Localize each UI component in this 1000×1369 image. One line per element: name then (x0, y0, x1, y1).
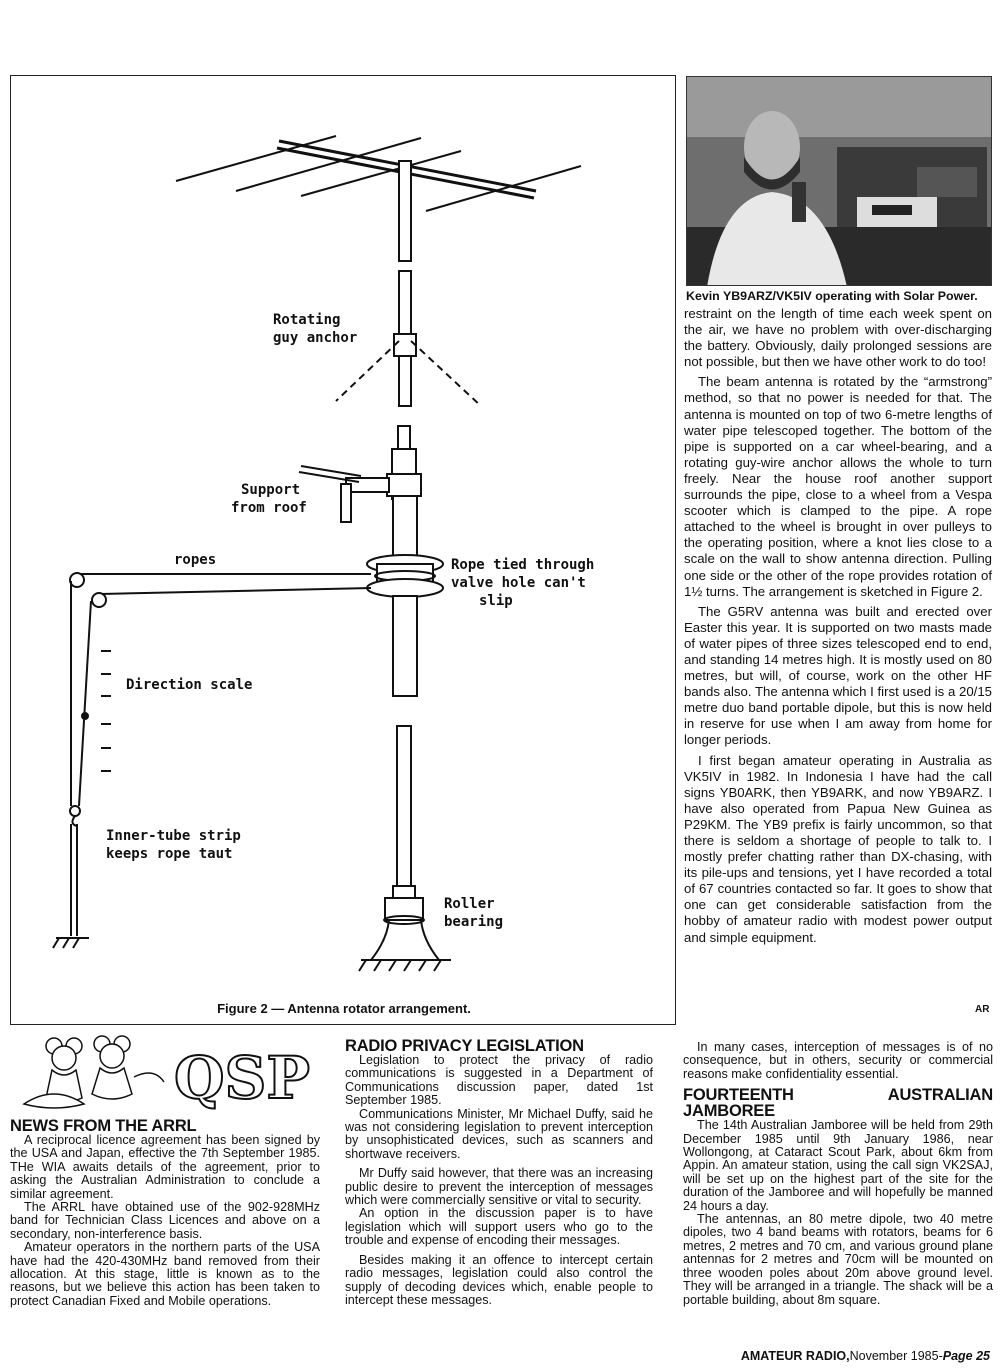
qsp-logo: QSP (174, 1044, 311, 1112)
end-mark: AR (975, 1004, 990, 1015)
page-number: Page 25 (942, 1349, 990, 1363)
label-support: Support (241, 482, 301, 498)
antenna-element (176, 136, 336, 181)
privacy-paragraph: Besides making it an offence to intercept certain radio messages, legislation could also control the supply of decoding devices which, enable people to intercept these messages. (345, 1252, 653, 1307)
label-rope-tied-2: valve hole can't (451, 575, 586, 591)
news-paragraph: A reciprocal licence agreement has been signed by the USA and Japan, effective the 7th September 1985. THe WIA awaits details of the agreement, prior to asking the Australian Administration to conclude a similar agreement. (10, 1133, 320, 1201)
privacy-paragraph: Mr Duffy said however, that there was an increasing public desire to prevent the interception of messages which were commercially sensitive or vital to security. (345, 1166, 653, 1208)
antenna-rotator-diagram (11, 76, 677, 1026)
news-paragraph: The ARRL have obtained use of the 902-928MHz band for Technician Class Licences and above on a secondary, non-interference basis. (10, 1200, 320, 1241)
label-bearing: bearing (444, 914, 504, 930)
privacy-paragraph: An option in the discussion paper is to have legislation which will support users who go to the trouble and expense of encoding their messages. (345, 1206, 653, 1248)
article-paragraph: I first began amateur operating in Australia as VK5IV in 1982. In Indonesia I have had the call signs YB0ARK, then YB9ARK, and now YB9ARZ. I have also operated from Papua New Guinea as P29KM. The YB9 prefix is fairly uncommon, so that there is seldom a shortage of people to talk to. I mostly prefer chatting rather than DX-chasing, with its pile-ups and tensions, yet I have recorded a total of 67 countries contacted so far. It goes to show that one can get considerable satisfaction from the hobby of amateur radio with modest power output and simple equipment. (684, 752, 992, 945)
news-from-arrl (10, 1118, 320, 1308)
mice-illustration (14, 1032, 314, 1114)
label-inner-tube: Inner-tube strip (106, 828, 241, 844)
radio-privacy-legislation (345, 1038, 653, 1307)
heading-jamboree: FOURTEENTH AUSTRALIAN JAMBOREE (683, 1086, 993, 1121)
article-paragraph: restraint on the length of time each week spent on the air, we have no problem with over-discharging the battery. Obviously, daily prolonged sessions are not possible, but then we have other work to do too! (684, 306, 992, 370)
label-rope-tied-3: slip (479, 593, 513, 609)
operator-photo (686, 76, 992, 286)
label-guy-anchor: guy anchor (273, 330, 358, 346)
label-rotating: Rotating (273, 312, 341, 328)
privacy-paragraph: Communications Minister, Mr Michael Duffy, said he was not considering legislation to prevent interception by unsophisticated devices, such as scanners and shortwave receivers. (345, 1106, 653, 1161)
label-roller: Roller (444, 896, 495, 912)
label-rope-tied-1: Rope tied through (451, 557, 595, 573)
magazine-name: AMATEUR RADIO, (740, 1349, 850, 1363)
qsp-banner (14, 1032, 314, 1114)
jamboree-column (683, 1041, 993, 1307)
label-direction-scale: Direction scale (126, 677, 253, 693)
heading-news-arrl: NEWS FROM THE ARRL (10, 1117, 197, 1135)
article-paragraph: The G5RV antenna was built and erected over Easter this year. It is supported on two masts made of water pipes of three sizes telescoped end to end, and standing 14 metres high. It is mostly used on 80 metres, but will, of course, work on the other HF bands also. The antenna which I first used is a 20/15 metre duo band portable dipole, but this is now held in reserve for use when I am away from home for longer periods. (684, 603, 992, 748)
label-ropes: ropes (174, 552, 217, 568)
news-paragraph: Amateur operators in the northern parts of the USA have had the 420-430MHz band removed from their allocation. At this stage, little is known as to the reasons, but we believe this action has been taken to protect Canadian Fixed and Mobile operations. (10, 1240, 320, 1308)
figure-caption: Figure 2 — Antenna rotator arrangement. (217, 1001, 471, 1016)
issue-date: November 1985- (849, 1349, 943, 1363)
photo-caption: Kevin YB9ARZ/VK5IV operating with Solar Power. (686, 289, 978, 303)
page-footer (741, 1349, 990, 1363)
label-keeps-rope: keeps rope taut (106, 846, 233, 862)
article-paragraph: The beam antenna is rotated by the “armstrong” method, so that no power is needed for that. The antenna is mounted on top of two 6-metre lengths of water pipe telescoped together. The bottom of the pipe is supported on a car wheel-bearing, and a rotating guy-wire anchor allows the whole to turn freely. Near the house roof another support surrounds the pipe, close to a wheel from a Vespa scooter which is clamped to the pipe. A rope attached to the wheel is brought in over pulleys to the operating position, where a knot lies close to a scale on the wall to show antenna direction. Pulling one side or the other of the rope provides rotation of 1½ turns. The arrangement is sketched in Figure 2. (684, 374, 992, 599)
heading-privacy: RADIO PRIVACY LEGISLATION (345, 1037, 584, 1055)
privacy-paragraph: Legislation to protect the privacy of radio communications is suggested in a Department of Communications discussion paper, dated 1st September 1985. (345, 1053, 653, 1108)
jamboree-paragraph: The 14th Australian Jamboree will be held from 29th December 1985 until 9th January 1986, near Wollongong, at Cataract Scout Park, about 6km from Appin. An amateur station, using the call sign VK2SAJ, will be set up on the highest part of the site for the duration of the Jamboree and will hopefully be manned 24 hours a day. (683, 1118, 993, 1213)
jamboree-paragraph: The antennas, an 80 metre dipole, two 40 metre dipoles, two 4 band beams with rotators, beams for 6 metres, 2 metres and 70 cm, and various ground plane antennas for 2 metres and 70cm will be mounted on three wooden poles about 20m above ground level. They will be arranged in a triangle. The shack will be a portable building, about 8m square. (683, 1212, 993, 1307)
article-continuation (684, 306, 992, 950)
privacy-conclusion: In many cases, interception of messages is of no consequence, but in others, security or commercial reasons make confidentiality essential. (683, 1040, 993, 1081)
figure-2-antenna-rotator (10, 75, 676, 1025)
label-from-roof: from roof (231, 500, 307, 516)
